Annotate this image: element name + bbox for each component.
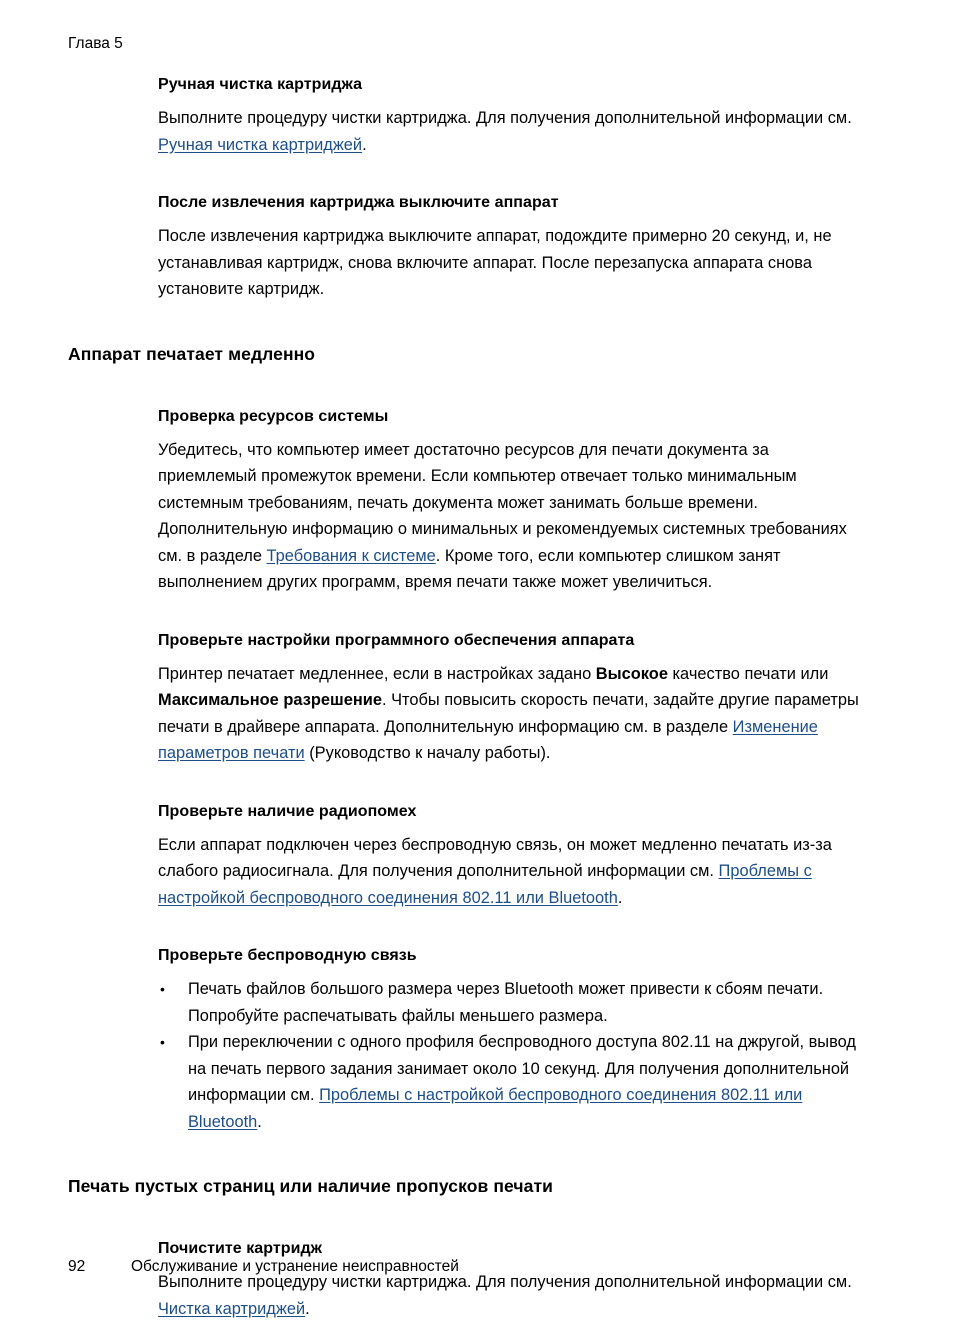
subsection-heading-check-radio-interference: Проверьте наличие радиопомех: [158, 802, 417, 820]
subsection-paragraph-check-software-settings: [158, 661, 859, 767]
paragraph-text-after-link: . Кроме того, если компьютер слишком занят выполнением других программ, время печати также может увеличиться.: [158, 546, 781, 591]
paragraph-text-after-link: .: [305, 1299, 310, 1318]
subsection-paragraph-manual-cartridge-cleaning: [158, 105, 859, 158]
paragraph-text-before-link: Выполните процедуру чистки картриджа. Для получения дополнительной информации см.: [158, 1273, 852, 1291]
xref-link-change-print-settings[interactable]: Изменение параметров печати: [158, 717, 818, 762]
xref-link-wireless-setup-problems[interactable]: Проблемы с настройкой беспроводного соединения 802.11 или Bluetooth: [188, 1086, 803, 1131]
list-item: [158, 1029, 859, 1135]
section-2: [0, 1238, 954, 1321]
section-heading-slow-printing: Аппарат печатает медленно: [68, 343, 316, 364]
xref-link-manual-cartridge-cleaning[interactable]: Ручная чистка картриджей: [158, 135, 363, 154]
emphasis-max-resolution: Максимальное разрешение: [158, 691, 382, 709]
footer-page-number: 92: [68, 1258, 86, 1275]
subsection-heading-check-system-resources: Проверка ресурсов системы: [158, 407, 389, 425]
section-0: [0, 74, 954, 303]
paragraph-text-after-link: .: [617, 888, 623, 907]
subsection-paragraph-power-off-after-removal: После извлечения картриджа выключите аппарат, подождите примерно 20 секунд, и, не устанавливая картридж, снова включите аппарат. После перезапуска аппарата снова установите картридж.: [158, 227, 832, 298]
paragraph-text-part4: (Руководство к началу работы).: [304, 744, 551, 762]
subsection-heading-power-off-after-removal: После извлечения картриджа выключите аппарат: [158, 194, 559, 211]
paragraph-text-after-link: .: [362, 135, 367, 154]
paragraph-text-part2: качество печати или: [667, 664, 829, 683]
paragraph-text-part1: Принтер печатает медленнее, если в настройках задано: [158, 664, 596, 683]
subsection-heading-clean-cartridge: Почистите картридж: [158, 1240, 323, 1257]
section-heading-blank-pages: Печать пустых страниц или наличие пропусков печати: [68, 1176, 554, 1196]
paragraph-text-part3: . Чтобы повысить скорость печати, задайте другие параметры печати в драйвере аппарата. Дополнительную информацию см. в разделе: [158, 691, 859, 736]
xref-link-cartridge-cleaning[interactable]: Чистка картриджей: [158, 1299, 306, 1318]
subsection-heading-manual-cartridge-cleaning: Ручная чистка картриджа: [158, 76, 363, 93]
subsection-heading-check-software-settings: Проверьте настройки программного обеспечения аппарата: [158, 631, 635, 649]
subsection-heading-check-wireless-connection: Проверьте беспроводную связь: [158, 947, 417, 964]
page-footer: [68, 1257, 886, 1277]
subsection-paragraph-check-radio-interference: [158, 832, 859, 912]
subsection-paragraph-check-system-resources: [158, 437, 859, 596]
section-1: [0, 406, 954, 1136]
xref-link-system-requirements[interactable]: Требования к системе: [266, 546, 436, 565]
paragraph-text-before-link: Убедитесь, что компьютер имеет достаточно ресурсов для печати документа за приемлемый промежуток времени. Если компьютер отвечает только минимальным системным требованиям, печать документа может занимать больше времени. Дополнительную информацию о минимальных и рекомендуемых системных требованиях см. в разделе: [158, 440, 847, 565]
list-item-text-after-link: .: [257, 1112, 262, 1131]
xref-link-wireless-setup-problems[interactable]: Проблемы с настройкой беспроводного соединения 802.11 или Bluetooth: [158, 862, 812, 907]
list-item-text-before-link: При переключении с одного профиля беспроводного доступа 802.11 на джругой, вывод на печать первого задания занимает около 10 секунд. Для получения дополнительной информации см.: [188, 1033, 856, 1104]
footer-section-title: Обслуживание и устранение неисправностей: [131, 1258, 459, 1275]
wireless-checks-list: [158, 976, 859, 1135]
page-content: [0, 74, 954, 1321]
emphasis-high-quality: Высокое: [595, 664, 668, 683]
list-item: • Печать файлов большого размера через Bluetooth может привести к сбоям печати. Попробуйте распечатывать файлы меньшего размера.: [158, 976, 859, 1029]
paragraph-text-before-link: Если аппарат подключен через беспроводную связь, он может медленно печатать из-за слабого радиосигнала. Для получения дополнительной информации см.: [158, 835, 832, 880]
paragraph-text-before-link: Выполните процедуру чистки картриджа. Для получения дополнительной информации см.: [158, 109, 852, 127]
running-header-chapter: Глава 5: [68, 35, 123, 52]
